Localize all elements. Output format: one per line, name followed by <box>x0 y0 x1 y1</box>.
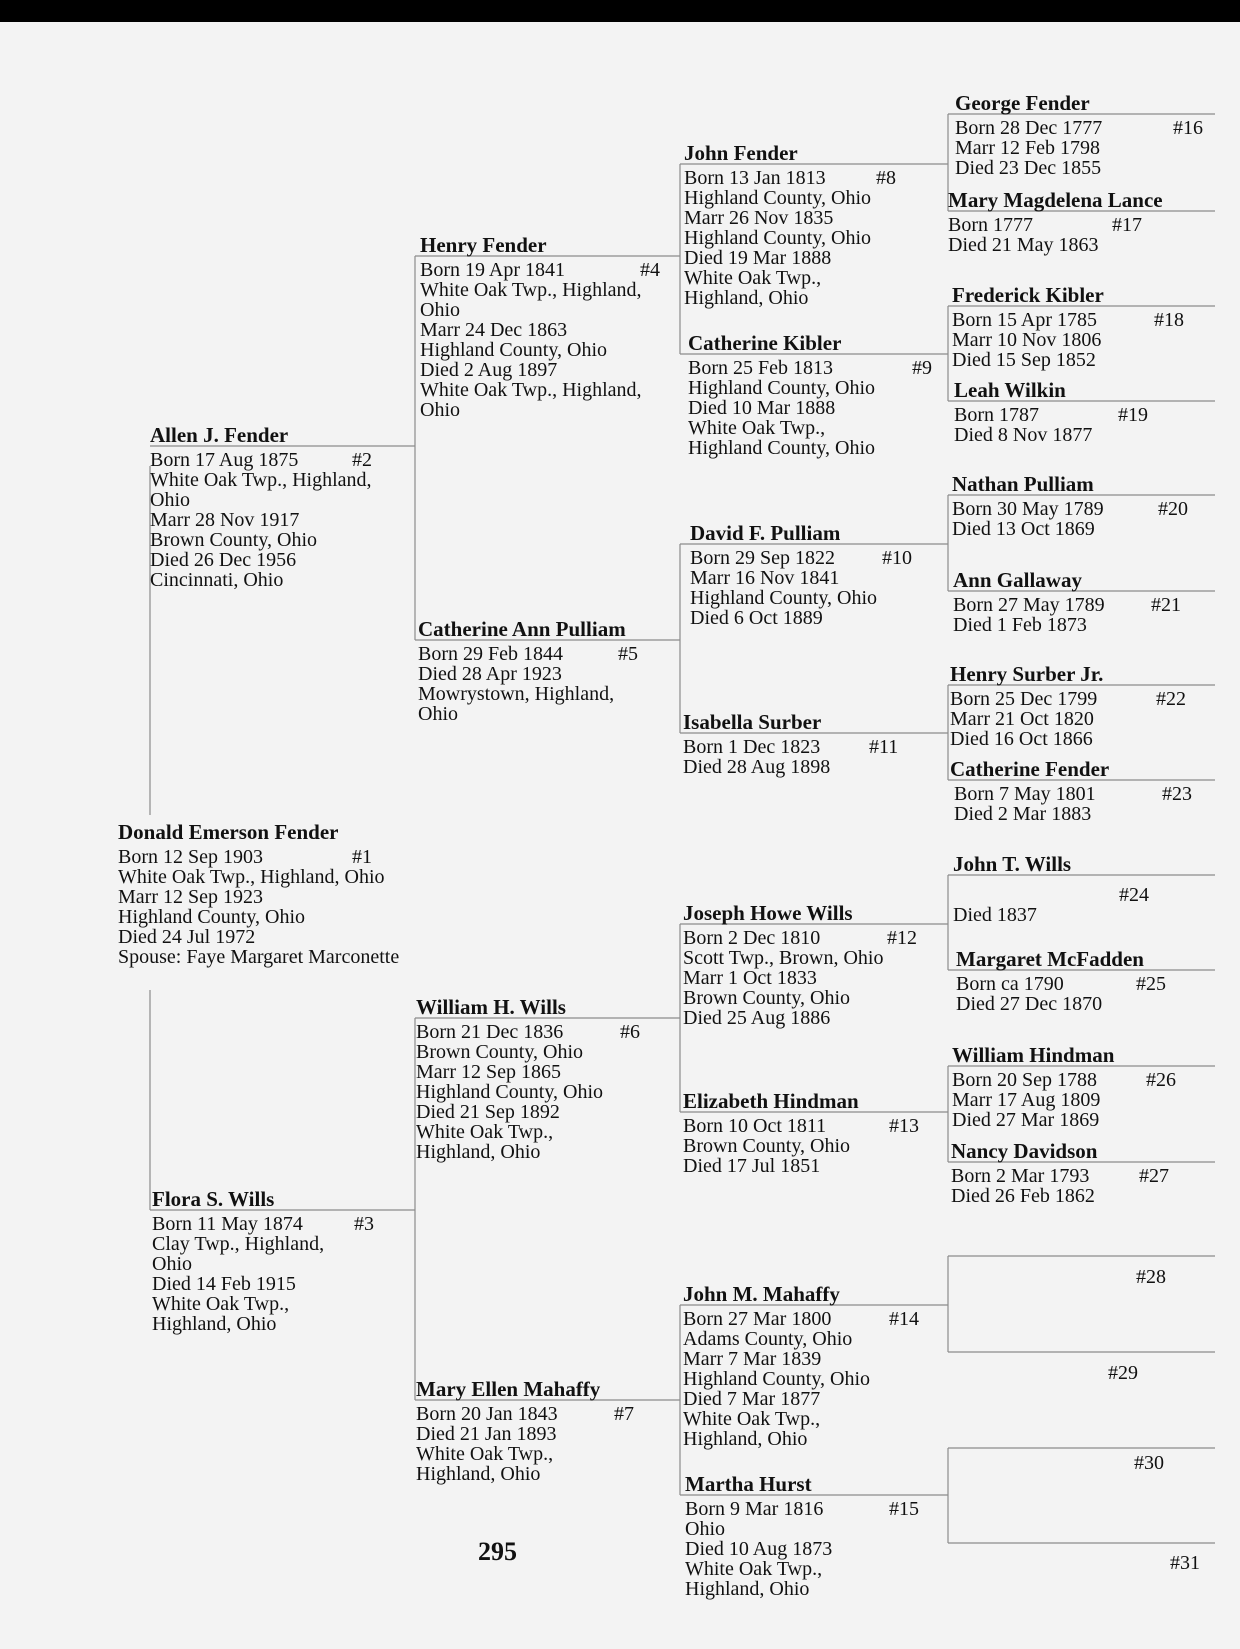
person-detail: Died 16 Oct 1866 <box>950 728 1093 750</box>
person-name: Catherine Kibler <box>688 331 842 355</box>
person-detail: Died 21 Sep 1892 <box>416 1101 560 1123</box>
person-detail: Born ca 1790 <box>956 973 1064 995</box>
person-detail: Died 10 Aug 1873 <box>685 1538 833 1560</box>
person-name: John T. Wills <box>953 852 1072 876</box>
person-detail: Born 25 Dec 1799 <box>950 688 1098 710</box>
ahnentafel-number: #20 <box>1158 498 1188 520</box>
ahnentafel-number: #19 <box>1118 404 1148 426</box>
ahnentafel-number: #7 <box>614 1403 634 1425</box>
person-name: Mary Magdelena Lance <box>948 188 1163 212</box>
person-card-27 <box>951 1140 1211 1206</box>
person-card-10 <box>690 522 950 628</box>
person-detail: Highland, Ohio <box>685 1578 810 1600</box>
person-detail: Born 1787 <box>954 404 1039 426</box>
person-detail: Marr 17 Aug 1809 <box>952 1089 1101 1111</box>
person-detail: Highland County, Ohio <box>684 227 872 249</box>
ahnentafel-number: #17 <box>1112 214 1142 236</box>
person-card-6 <box>416 996 676 1162</box>
person-card-1 <box>118 821 538 967</box>
person-detail: Scott Twp., Brown, Ohio <box>683 947 884 969</box>
person-card-13 <box>683 1090 943 1176</box>
person-detail: Brown County, Ohio <box>150 529 318 551</box>
person-detail: Marr 12 Sep 1923 <box>118 886 263 908</box>
person-detail: Died 26 Feb 1862 <box>951 1185 1095 1207</box>
person-card-15 <box>685 1473 945 1599</box>
ahnentafel-number: #21 <box>1151 594 1181 616</box>
person-detail: Highland County, Ohio <box>420 339 608 361</box>
person-detail: Highland, Ohio <box>416 1141 541 1163</box>
person-detail: White Oak Twp., Highland, Ohio <box>118 866 385 888</box>
person-detail: Died 6 Oct 1889 <box>690 607 823 629</box>
person-card-9 <box>688 332 948 458</box>
person-detail: Born 21 Dec 1836 <box>416 1021 564 1043</box>
person-detail: Born 17 Aug 1875 <box>150 449 299 471</box>
person-detail: Marr 16 Nov 1841 <box>690 567 840 589</box>
empty-slot-30: #30 <box>1134 1452 1164 1474</box>
person-detail: White Oak Twp., <box>416 1121 554 1143</box>
person-detail: Highland County, Ohio <box>118 906 306 928</box>
person-detail: Born 1777 <box>948 214 1033 236</box>
empty-slot-31: #31 <box>1170 1552 1200 1574</box>
person-detail: Ohio <box>150 489 190 511</box>
person-detail: Died 26 Dec 1956 <box>150 549 297 571</box>
person-detail: Highland County, Ohio <box>688 377 876 399</box>
ahnentafel-number: #23 <box>1162 783 1192 805</box>
ahnentafel-number: #25 <box>1136 973 1166 995</box>
person-detail: White Oak Twp., Highland, <box>420 279 642 301</box>
person-card-26 <box>952 1044 1212 1130</box>
person-name: William Hindman <box>952 1043 1115 1067</box>
person-detail: Died 1837 <box>953 904 1037 926</box>
person-detail: Died 27 Dec 1870 <box>956 993 1103 1015</box>
person-detail: Marr 21 Oct 1820 <box>950 708 1094 730</box>
person-detail: Died 23 Dec 1855 <box>955 157 1102 179</box>
person-name: David F. Pulliam <box>690 521 841 545</box>
person-detail: Died 13 Oct 1869 <box>952 518 1095 540</box>
person-detail: White Oak Twp., <box>688 417 826 439</box>
person-name: Catherine Fender <box>950 757 1110 781</box>
empty-slot-28: #28 <box>1136 1266 1166 1288</box>
person-detail: Born 2 Mar 1793 <box>951 1165 1090 1187</box>
person-name: Isabella Surber <box>683 710 822 734</box>
person-card-18 <box>952 284 1212 370</box>
person-detail: Highland, Ohio <box>684 287 809 309</box>
person-detail: Born 12 Sep 1903 <box>118 846 263 868</box>
person-detail: Ohio <box>420 399 460 421</box>
person-name: Flora S. Wills <box>152 1187 275 1211</box>
person-name: Catherine Ann Pulliam <box>418 617 626 641</box>
person-detail: Ohio <box>685 1518 725 1540</box>
ahnentafel-number: #2 <box>352 449 372 471</box>
person-detail: Died 2 Aug 1897 <box>420 359 558 381</box>
person-detail: Highland, Ohio <box>416 1463 541 1485</box>
person-detail: Highland, Ohio <box>152 1313 277 1335</box>
person-detail: Marr 1 Oct 1833 <box>683 967 817 989</box>
ahnentafel-number: #18 <box>1154 309 1184 331</box>
person-detail: Died 7 Mar 1877 <box>683 1388 821 1410</box>
person-card-4 <box>420 234 680 420</box>
person-name: Nathan Pulliam <box>952 472 1094 496</box>
person-card-12 <box>683 902 943 1028</box>
person-card-23 <box>950 758 1210 824</box>
person-detail: Marr 26 Nov 1835 <box>684 207 834 229</box>
person-detail: Highland County, Ohio <box>684 187 872 209</box>
person-detail: White Oak Twp., <box>684 267 822 289</box>
person-card-22 <box>950 663 1210 749</box>
person-detail: Died 15 Sep 1852 <box>952 349 1096 371</box>
person-card-24 <box>953 853 1213 925</box>
person-name: Mary Ellen Mahaffy <box>416 1377 601 1401</box>
person-card-21 <box>953 569 1213 635</box>
person-detail: Born 15 Apr 1785 <box>952 309 1097 331</box>
person-detail: Born 2 Dec 1810 <box>683 927 821 949</box>
person-name: Allen J. Fender <box>150 423 289 447</box>
person-card-7 <box>416 1378 676 1484</box>
person-detail: Marr 12 Feb 1798 <box>955 137 1100 159</box>
person-detail: Adams County, Ohio <box>683 1328 853 1350</box>
person-card-8 <box>684 142 944 308</box>
ahnentafel-number: #26 <box>1146 1069 1176 1091</box>
person-name: William H. Wills <box>416 995 566 1019</box>
person-detail: Born 30 May 1789 <box>952 498 1104 520</box>
ahnentafel-number: #6 <box>620 1021 640 1043</box>
person-name: Joseph Howe Wills <box>683 901 853 925</box>
person-detail: Marr 12 Sep 1865 <box>416 1061 561 1083</box>
person-detail: Brown County, Ohio <box>683 987 851 1009</box>
person-detail: Born 10 Oct 1811 <box>683 1115 827 1137</box>
person-detail: Died 25 Aug 1886 <box>683 1007 831 1029</box>
person-detail: White Oak Twp., <box>416 1443 554 1465</box>
person-detail: Died 1 Feb 1873 <box>953 614 1087 636</box>
person-card-16 <box>955 92 1215 178</box>
person-card-5 <box>418 618 678 724</box>
person-detail: Marr 7 Mar 1839 <box>683 1348 822 1370</box>
ahnentafel-number: #24 <box>1119 884 1149 906</box>
person-detail: White Oak Twp., <box>152 1293 290 1315</box>
ahnentafel-number: #10 <box>882 547 912 569</box>
person-card-2 <box>150 424 410 590</box>
person-detail: Died 21 Jan 1893 <box>416 1423 557 1445</box>
person-detail: Died 8 Nov 1877 <box>954 424 1093 446</box>
person-name: John M. Mahaffy <box>683 1282 840 1306</box>
person-name: George Fender <box>955 91 1090 115</box>
ahnentafel-number: #8 <box>876 167 896 189</box>
person-detail: Marr 10 Nov 1806 <box>952 329 1102 351</box>
person-detail: Highland County, Ohio <box>416 1081 604 1103</box>
person-detail: Died 17 Jul 1851 <box>683 1155 821 1177</box>
person-detail: Born 1 Dec 1823 <box>683 736 821 758</box>
person-card-14 <box>683 1283 943 1449</box>
person-detail: Died 14 Feb 1915 <box>152 1273 296 1295</box>
person-name: Ann Gallaway <box>953 568 1082 592</box>
person-name: John Fender <box>684 141 798 165</box>
person-card-19 <box>954 379 1214 445</box>
person-detail: Born 29 Feb 1844 <box>418 643 563 665</box>
person-name: Henry Surber Jr. <box>950 662 1104 686</box>
ahnentafel-number: #12 <box>887 927 917 949</box>
person-detail: Brown County, Ohio <box>683 1135 851 1157</box>
person-card-17 <box>948 189 1216 255</box>
person-name: Frederick Kibler <box>952 283 1104 307</box>
person-detail: Died 21 May 1863 <box>948 234 1099 256</box>
person-detail: Ohio <box>152 1253 192 1275</box>
ahnentafel-number: #4 <box>640 259 660 281</box>
person-detail: Died 24 Jul 1972 <box>118 926 256 948</box>
person-detail: Born 13 Jan 1813 <box>684 167 826 189</box>
ahnentafel-number: #3 <box>354 1213 374 1235</box>
ahnentafel-number: #13 <box>889 1115 919 1137</box>
person-detail: Mowrystown, Highland, <box>418 683 615 705</box>
person-detail: Born 20 Jan 1843 <box>416 1403 558 1425</box>
person-detail: Died 27 Mar 1869 <box>952 1109 1100 1131</box>
person-detail: Ohio <box>418 703 458 725</box>
person-detail: Died 10 Mar 1888 <box>688 397 836 419</box>
ahnentafel-number: #1 <box>352 846 372 868</box>
person-detail: Clay Twp., Highland, <box>152 1233 325 1255</box>
person-detail: White Oak Twp., Highland, <box>150 469 372 491</box>
person-detail: Marr 24 Dec 1863 <box>420 319 568 341</box>
person-detail: Died 28 Apr 1923 <box>418 663 562 685</box>
person-detail: Cincinnati, Ohio <box>150 569 284 591</box>
person-detail: Born 29 Sep 1822 <box>690 547 835 569</box>
person-card-3 <box>152 1188 412 1334</box>
person-detail: Highland County, Ohio <box>688 437 876 459</box>
person-detail: Ohio <box>420 299 460 321</box>
person-name: Elizabeth Hindman <box>683 1089 859 1113</box>
person-name: Leah Wilkin <box>954 378 1066 402</box>
person-detail: Born 7 May 1801 <box>954 783 1096 805</box>
person-detail: Born 9 Mar 1816 <box>685 1498 824 1520</box>
person-card-20 <box>952 473 1212 539</box>
person-detail: Born 20 Sep 1788 <box>952 1069 1097 1091</box>
person-name: Margaret McFadden <box>956 947 1144 971</box>
person-name: Henry Fender <box>420 233 547 257</box>
ahnentafel-number: #27 <box>1139 1165 1169 1187</box>
person-detail: Born 27 Mar 1800 <box>683 1308 832 1330</box>
person-detail: White Oak Twp., <box>683 1408 821 1430</box>
ahnentafel-number: #16 <box>1173 117 1203 139</box>
ahnentafel-number: #5 <box>618 643 638 665</box>
person-detail: Born 19 Apr 1841 <box>420 259 565 281</box>
person-detail: White Oak Twp., <box>685 1558 823 1580</box>
person-detail: Born 27 May 1789 <box>953 594 1105 616</box>
person-detail: Highland County, Ohio <box>683 1368 871 1390</box>
person-name: Martha Hurst <box>685 1472 812 1496</box>
empty-slot-29: #29 <box>1108 1362 1138 1384</box>
person-detail: Brown County, Ohio <box>416 1041 584 1063</box>
person-detail: Died 2 Mar 1883 <box>954 803 1092 825</box>
person-detail: Died 19 Mar 1888 <box>684 247 832 269</box>
person-name: Donald Emerson Fender <box>118 820 339 844</box>
ahnentafel-number: #11 <box>869 736 899 758</box>
person-detail: Highland, Ohio <box>683 1428 808 1450</box>
ahnentafel-number: #22 <box>1156 688 1186 710</box>
person-detail: Born 28 Dec 1777 <box>955 117 1103 139</box>
person-detail: Marr 28 Nov 1917 <box>150 509 300 531</box>
person-card-11 <box>683 711 943 777</box>
ahnentafel-number: #15 <box>889 1498 919 1520</box>
person-detail: Born 25 Feb 1813 <box>688 357 833 379</box>
person-detail: Spouse: Faye Margaret Marconette <box>118 946 400 968</box>
person-card-25 <box>956 948 1216 1014</box>
person-detail: Born 11 May 1874 <box>152 1213 303 1235</box>
person-detail: White Oak Twp., Highland, <box>420 379 642 401</box>
person-detail: Highland County, Ohio <box>690 587 878 609</box>
page-number: 295 <box>478 1537 517 1566</box>
person-name: Nancy Davidson <box>951 1139 1098 1163</box>
ahnentafel-number: #14 <box>889 1308 919 1330</box>
person-detail: Died 28 Aug 1898 <box>683 756 831 778</box>
ahnentafel-number: #9 <box>912 357 932 379</box>
